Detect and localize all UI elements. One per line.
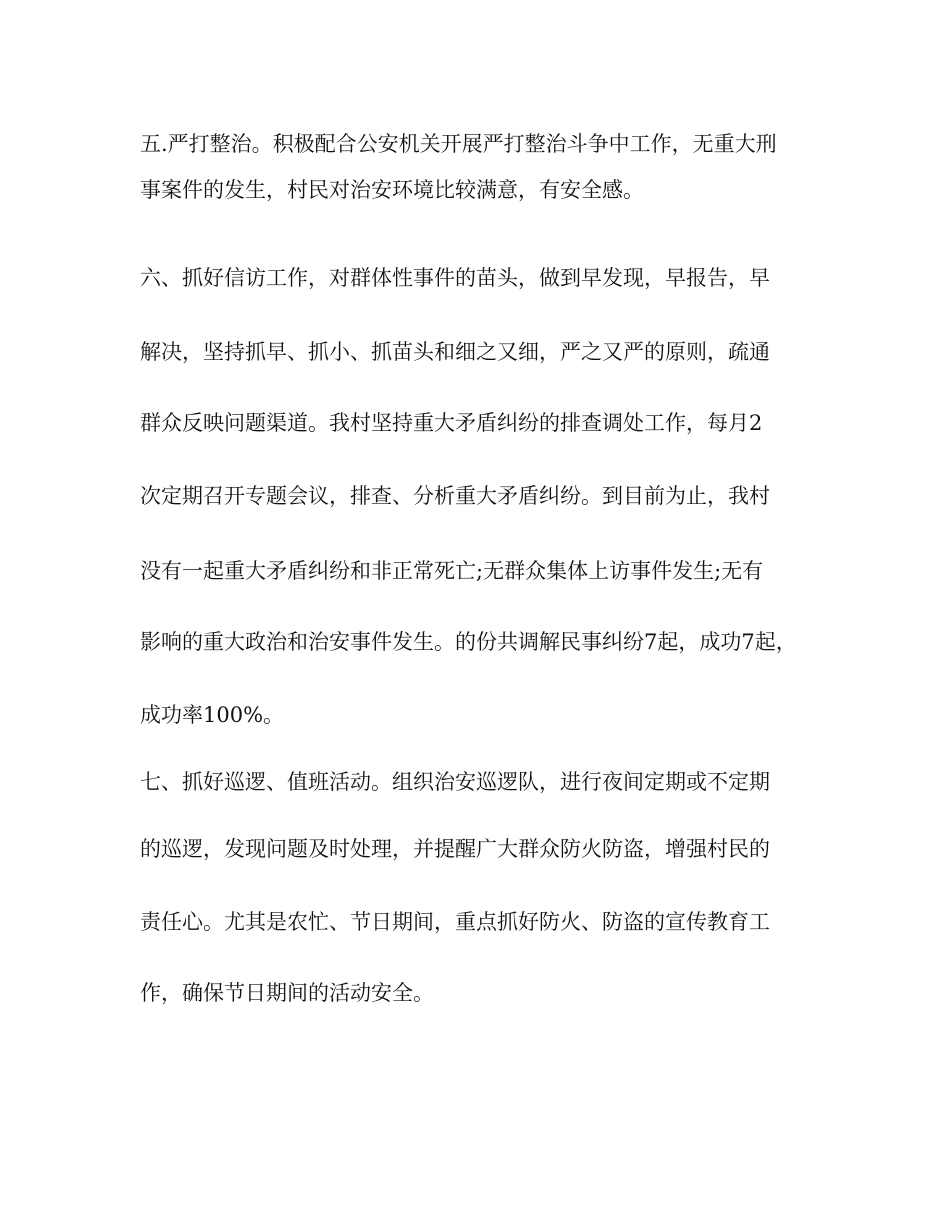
text-line: 作，确保节日期间的活动安全。 (140, 981, 434, 1005)
text-line: 次定期召开专题会议，排查、分析重大矛盾纠纷。到目前为止，我村 (140, 484, 770, 508)
text-line: 七、抓好巡逻、值班活动。组织治安巡逻队，进行夜间定期或不定期 (140, 770, 770, 794)
text-line: 群众反映问题渠道。我村坚持重大矛盾纠纷的排查调处工作，每月2 (140, 411, 763, 435)
text-line: 五.严打整治。积极配合公安机关开展严打整治斗争中工作，无重大刑 (140, 132, 777, 156)
text-line: 的巡逻，发现问题及时处理，并提醒广大群众防火防盗，增强村民的 (140, 837, 770, 861)
text-line: 事案件的发生，村民对治安环境比较满意，有安全感。 (140, 178, 644, 202)
text-line: 没有一起重大矛盾纠纷和非正常死亡;无群众集体上访事件发生;无有 (140, 559, 764, 583)
text-line: 影响的重大政治和治安事件发生。的份共调解民事纠纷7起，成功7起， (140, 630, 797, 654)
text-line: 解决，坚持抓早、抓小、抓苗头和细之又细，严之又严的原则，疏通 (140, 340, 770, 364)
text-line: 责任心。尤其是农忙、节日期间，重点抓好防火、防盗的宣传教育工 (140, 910, 770, 934)
text-line: 六、抓好信访工作，对群体性事件的苗头，做到早发现，早报告，早 (140, 266, 770, 290)
text-line: 成功率100%。 (140, 703, 285, 727)
